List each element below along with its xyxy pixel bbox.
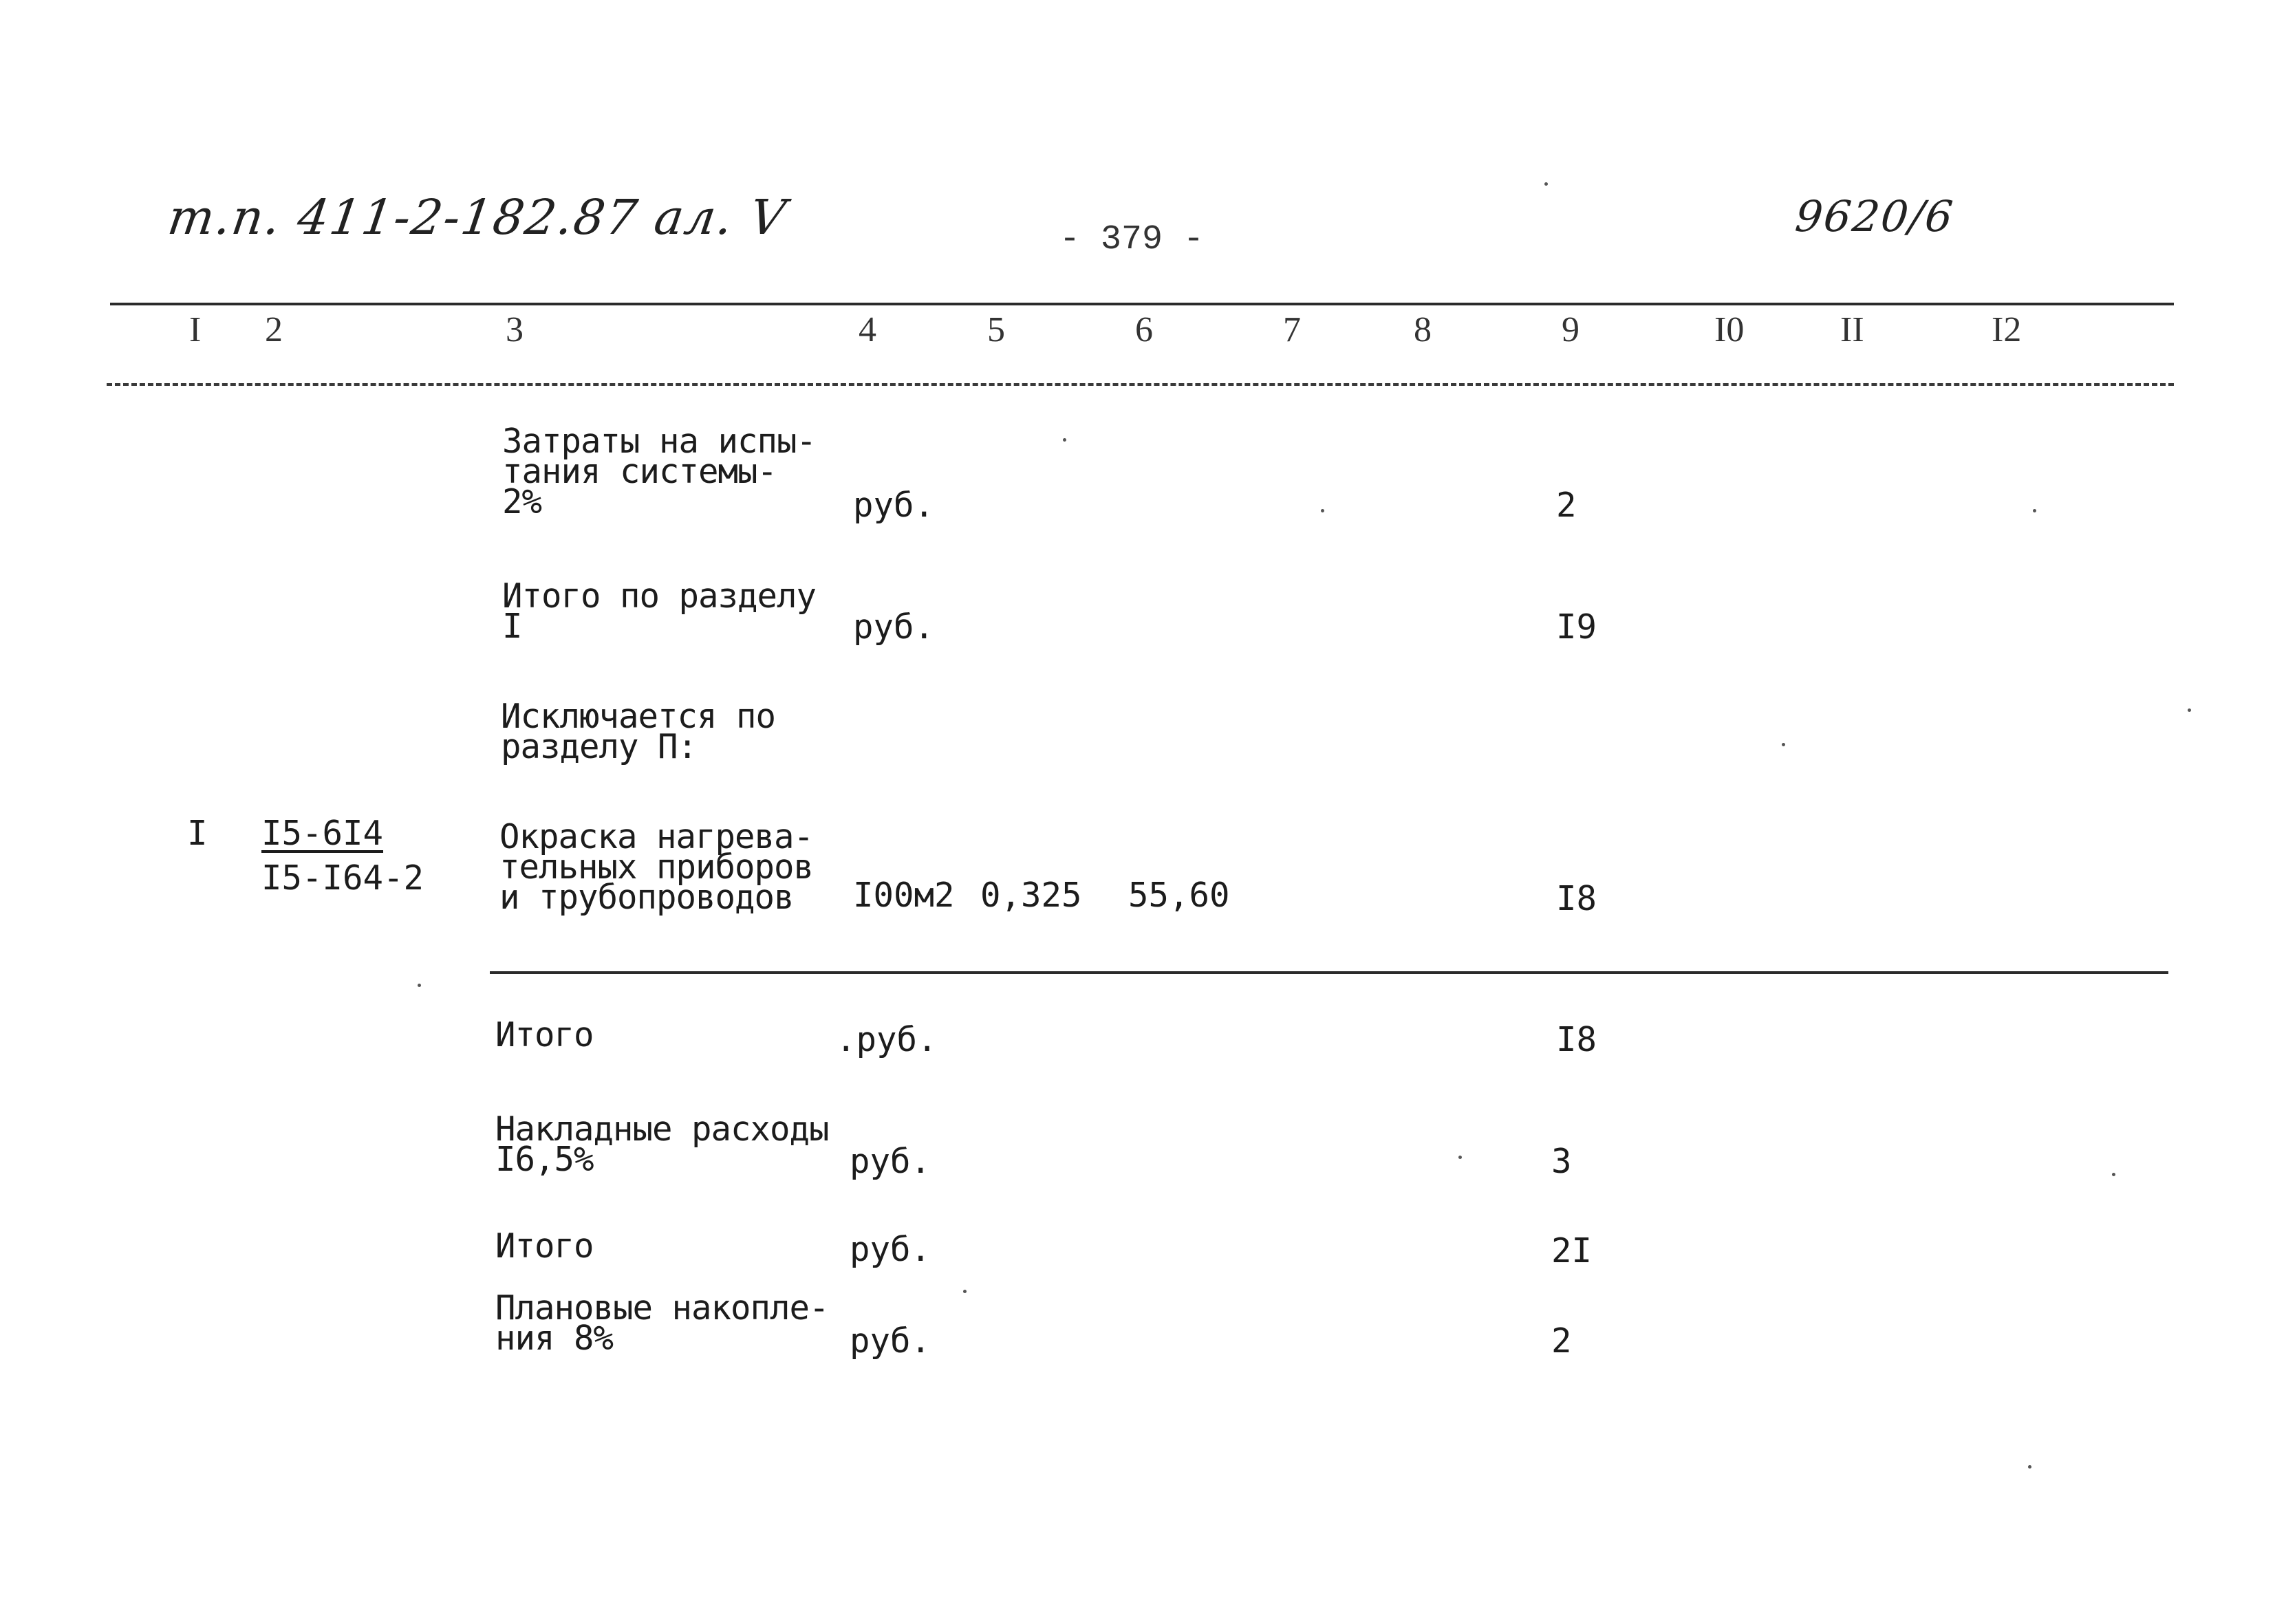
table-top-rule bbox=[110, 303, 2174, 305]
row-unit: руб. bbox=[850, 1230, 931, 1269]
scan-speck bbox=[2028, 1465, 2031, 1469]
row-code-alt: I5-I64-2 bbox=[261, 858, 424, 898]
row-price: 55,60 bbox=[1128, 876, 1230, 915]
scan-speck bbox=[1321, 509, 1324, 512]
row-description: Исключается по разделу П: bbox=[501, 697, 776, 766]
row-total: 2I bbox=[1551, 1231, 1593, 1270]
column-header-10: I0 bbox=[1714, 310, 1745, 349]
column-header-1: I bbox=[189, 310, 202, 349]
row-unit: руб. bbox=[853, 486, 935, 525]
scan-speck bbox=[963, 1290, 967, 1293]
column-header-3: 3 bbox=[506, 310, 524, 349]
column-header-8: 8 bbox=[1414, 310, 1432, 349]
scan-speck bbox=[1458, 1156, 1462, 1159]
column-header-12: I2 bbox=[1992, 310, 2022, 349]
row-description: Плановые накопле- ния 8% bbox=[495, 1288, 829, 1358]
row-total: I9 bbox=[1556, 607, 1597, 647]
row-total: 2 bbox=[1556, 486, 1577, 525]
row-total: I8 bbox=[1556, 879, 1597, 918]
row-total: 2 bbox=[1551, 1321, 1572, 1361]
column-header-5: 5 bbox=[987, 310, 1005, 349]
row-total: 3 bbox=[1551, 1142, 1572, 1181]
scan-speck bbox=[1544, 182, 1548, 186]
row-number: I bbox=[187, 814, 208, 853]
row-description: Накладные расходы I6,5% bbox=[495, 1109, 829, 1179]
header-bottom-rule bbox=[107, 383, 2174, 386]
scan-speck bbox=[2188, 708, 2191, 712]
column-header-11: II bbox=[1840, 310, 1864, 349]
row-unit: I00м2 bbox=[853, 876, 955, 915]
scan-speck bbox=[2112, 1173, 2115, 1176]
column-header-7: 7 bbox=[1283, 310, 1301, 349]
scan-speck bbox=[1063, 438, 1066, 442]
row-description: Затраты на испы- тания системы- 2% bbox=[502, 422, 817, 521]
column-header-6: 6 bbox=[1135, 310, 1153, 349]
row-description: Окраска нагрева- тельных приборов и трубопроводов bbox=[499, 817, 814, 917]
column-header-4: 4 bbox=[859, 310, 876, 349]
subtotal-rule bbox=[490, 971, 2168, 974]
row-description: Итого bbox=[495, 1226, 594, 1266]
row-total: I8 bbox=[1556, 1020, 1597, 1059]
row-quantity: 0,325 bbox=[980, 876, 1082, 915]
sheet-number: 9620/6 bbox=[1793, 191, 1956, 241]
scan-speck bbox=[1782, 743, 1785, 746]
row-code: I5-6I4 bbox=[261, 814, 384, 853]
scan-speck bbox=[418, 984, 421, 987]
row-unit: .руб. bbox=[836, 1020, 938, 1059]
row-unit: руб. bbox=[853, 607, 935, 647]
scan-speck bbox=[2033, 509, 2036, 512]
column-header-2: 2 bbox=[265, 310, 283, 349]
page-number: - 379 - bbox=[1059, 220, 1205, 259]
row-unit: руб. bbox=[850, 1321, 931, 1361]
column-header-9: 9 bbox=[1562, 310, 1579, 349]
row-unit: руб. bbox=[850, 1142, 931, 1181]
row-description: Итого bbox=[495, 1015, 594, 1054]
row-description: Итого по разделу I bbox=[502, 576, 817, 646]
document-code: т.п. 411-2-182.87 ал. V bbox=[164, 189, 790, 246]
